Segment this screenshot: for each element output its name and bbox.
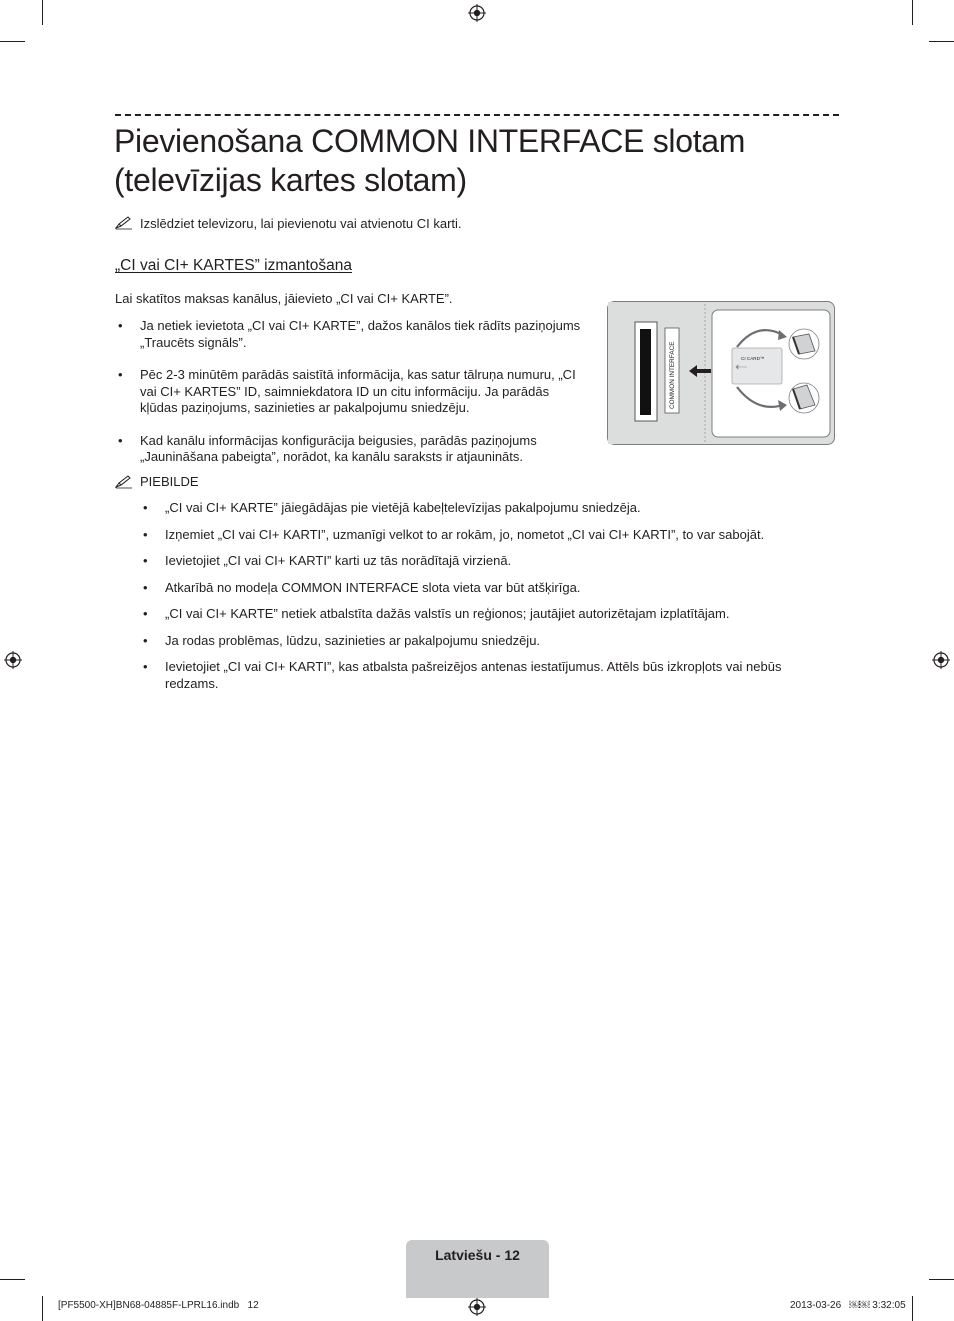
list-item	[140, 553, 830, 570]
list-item	[140, 500, 830, 517]
bullet-dot: •	[118, 367, 123, 382]
list-item-text: Ievietojiet „CI vai CI+ KARTI” karti uz tās norādītajā virzienā.	[165, 553, 512, 568]
print-slug-left: [PF5500-XH]BN68-04885F-LPRL16.indb 12	[58, 1300, 259, 1311]
list-item	[140, 606, 830, 623]
note-list	[140, 500, 830, 692]
ci-slot-label: COMMON INTERFACE	[669, 341, 676, 409]
bullet-dot: •	[143, 659, 148, 674]
bullet-dot: •	[143, 606, 148, 621]
note-label: PIEBILDE	[140, 474, 199, 489]
list-item-text: Pēc 2-3 minūtēm parādās saistītā informācija, kas satur tālruņa numuru, „CI vai CI+ KARTES” ID, saimniekdatora ID un citu informāciju. Ja parādās kļūdas paziņojums, sazinieties ar pakalpojumu sniedzēju.	[140, 367, 576, 415]
crop-mark	[929, 41, 954, 42]
bullet-dot: •	[143, 500, 148, 515]
pencil-note-icon	[115, 475, 133, 489]
crop-mark	[912, 0, 913, 25]
crop-mark	[912, 1296, 913, 1321]
list-item-text: Ievietojiet „CI vai CI+ KARTI”, kas atbalsta pašreizējos antenas iestatījumus. Attēls būs izkropļots vai nebūs redzams.	[165, 659, 782, 691]
list-item	[140, 527, 830, 544]
crop-mark	[42, 1296, 43, 1321]
registration-mark-icon	[468, 4, 486, 22]
page-title-line-2: (televīzijas kartes slotam)	[114, 162, 467, 198]
list-item	[140, 580, 830, 597]
page-number: Latviešu - 12	[435, 1247, 520, 1263]
list-item-text: Izņemiet „CI vai CI+ KARTI”, uzmanīgi velkot to ar rokām, jo, nometot „CI vai CI+ KARTI”, to var sabojāt.	[165, 526, 765, 542]
list-item-text: Ja netiek ievietota „CI vai CI+ KARTE”, dažos kanālos tiek rādīts paziņojums „Traucēts signāls”.	[140, 318, 581, 350]
crop-mark	[0, 1279, 25, 1280]
bullet-dot: •	[143, 579, 148, 595]
registration-mark-icon	[468, 1298, 486, 1316]
list-item-text: „CI vai CI+ KARTE” jāiegādājas pie vietējā kabeļtelevīzijas pakalpojumu sniedzēja.	[165, 500, 641, 515]
list-item-text: Kad kanālu informācijas konfigurācija beigusies, parādās paziņojums „Jaunināšana pabeigta”, norādot, ka kanālu saraksts ir atjaunināts.	[140, 432, 537, 464]
ci-card	[732, 348, 782, 384]
registration-mark-icon	[932, 651, 950, 669]
list-item	[115, 318, 585, 351]
list-item	[115, 433, 585, 466]
pencil-note-icon	[115, 216, 133, 230]
registration-mark-icon	[4, 651, 22, 669]
bullet-dot: •	[143, 632, 148, 648]
list-item	[140, 659, 830, 692]
page-title-line-1: Pievienošana COMMON INTERFACE slotam	[114, 123, 746, 159]
page-title	[114, 122, 834, 200]
section-lead-text: Lai skatītos maksas kanālus, jāievieto „CI vai CI+ KARTE”.	[115, 291, 453, 306]
ci-slot	[640, 329, 651, 415]
title-divider	[115, 114, 839, 116]
list-item-text: „CI vai CI+ KARTE” netiek atbalstīta dažās valstīs un reģionos; jautājiet autorizētajam izplatītājam.	[165, 606, 730, 621]
list-item-text: Ja rodas problēmas, lūdzu, sazinieties ar pakalpojumu sniedzēju.	[165, 632, 541, 648]
ci-card-insertion-figure	[607, 301, 835, 445]
section-heading: „CI vai CI+ KARTES” izmantošana	[115, 257, 353, 274]
bullet-dot: •	[118, 318, 123, 333]
crop-mark	[0, 41, 25, 42]
crop-mark	[929, 1279, 954, 1280]
bullet-dot: •	[143, 526, 148, 542]
list-item	[140, 633, 830, 650]
print-slug-right: 2013-03-26 ￼￼ 3:32:05	[790, 1300, 906, 1311]
section-bullet-list	[115, 318, 585, 466]
list-item-text: Atkarībā no modeļa COMMON INTERFACE slota vieta var būt atšķirīga.	[165, 579, 581, 595]
ci-card-label: CI CARD™	[741, 356, 765, 361]
list-item	[115, 367, 585, 417]
bullet-dot: •	[118, 432, 123, 448]
intro-note-text: Izslēdziet televizoru, lai pievienotu vai atvienotu CI karti.	[140, 216, 462, 231]
bullet-dot: •	[143, 553, 148, 568]
crop-mark	[42, 0, 43, 25]
